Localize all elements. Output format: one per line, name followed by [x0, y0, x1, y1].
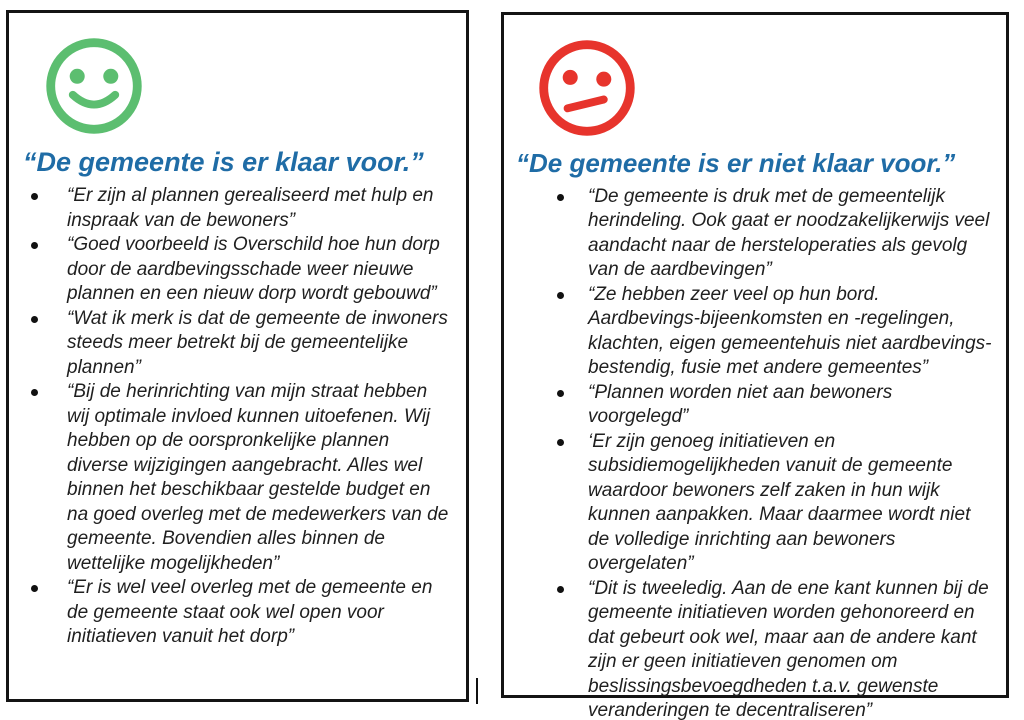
list-item: [23, 380, 454, 576]
smiley-skeptical-icon: [534, 35, 640, 141]
quote-text: ‘Er zijn genoeg initiatieven en subsidiemogelijkheden vanuit de gemeente waardoor bewoners zelf zaken in hun wijk kunnen aanpakken. Maar daarmee wordt niet de volledige inrichting aan bewoners overgelaten”: [588, 430, 971, 575]
list-item: [516, 283, 996, 381]
panel-ready: [6, 10, 469, 702]
left-eye: [563, 70, 578, 85]
bullet-dot: [31, 389, 38, 396]
bullet-dot: [557, 194, 564, 201]
table-cell-divider: [476, 678, 478, 704]
bullet-dot: [557, 390, 564, 397]
smiley-happy-icon: [41, 33, 147, 139]
smile-mouth: [73, 95, 115, 105]
quote-text: “De gemeente is druk met de gemeentelijk herindeling. Ook gaat er noodzakelijkerwijs veel aandacht naar de hersteloperaties als gevolg van de aardbevingen”: [588, 185, 990, 281]
quote-text: “Er zijn al plannen gerealiseerd met hulp en inspraak van de bewoners”: [67, 185, 434, 231]
list-item: [516, 381, 996, 430]
list-item: [516, 577, 996, 720]
bullet-dot: [31, 316, 38, 323]
quote-text: “Er is wel veel overleg met de gemeente en de gemeente staat ook wel open voor initiatieven vanuit het dorp”: [67, 577, 433, 648]
list-item: [23, 233, 454, 307]
quote-list: [23, 184, 454, 650]
quote-text: “Bij de herinrichting van mijn straat hebben wij optimale invloed kunnen uitoefenen. Wij hebben op de oorspronkelijke plannen diverse wijzigingen aangebracht. Alles wel binnen het beschikbaar gestelde budget en na goed overleg met de medewerkers van de gemeente. Bovendien alles binnen de wettelijke mogelijkheden”: [67, 381, 449, 574]
left-eye: [70, 69, 85, 84]
list-item: [23, 184, 454, 233]
panel-title-ready: “De gemeente is er klaar voor.”: [23, 147, 424, 177]
list-item: [516, 185, 996, 283]
bullet-dot: [31, 585, 38, 592]
panel-not-ready: [501, 12, 1009, 720]
panel-title-not-ready: “De gemeente is er niet klaar voor.”: [516, 148, 956, 178]
quote-text: “Dit is tweeledig. Aan de ene kant kunnen bij de gemeente initiatieven worden gehonoreerd en dat gebeurt ook wel, maar aan de andere kant zijn er geen initiatieven genomen om beslissingsbevoegdheden t.a.v. gewenste veranderingen te decentraliseren”: [588, 577, 989, 720]
right-eye: [596, 72, 611, 87]
bullet-dot: [557, 292, 564, 299]
bullet-dot: [31, 242, 38, 249]
list-item: [23, 307, 454, 381]
skeptical-mouth: [568, 99, 604, 108]
face-ring: [51, 43, 138, 130]
quote-text: “Wat ik merk is dat de gemeente de inwoners steeds meer betrekt bij de gemeentelijke plannen”: [67, 307, 448, 378]
bullet-dot: [557, 439, 564, 446]
right-eye: [103, 69, 118, 84]
list-item: [23, 576, 454, 650]
quote-text: “Goed voorbeeld is Overschild hoe hun dorp door de aardbevingsschade weer nieuwe plannen en een nieuw dorp wordt gebouwd”: [67, 234, 440, 305]
face-ring: [544, 45, 631, 132]
bullet-dot: [31, 193, 38, 200]
quote-text: “Ze hebben zeer veel op hun bord. Aardbevings-bijeenkomsten en -regelingen, klachten, eigen gemeentehuis niet aardbevings-bestendig, fusie met andere gemeentes”: [588, 283, 992, 379]
quote-list: [516, 185, 996, 720]
quote-text: “Plannen worden niet aan bewoners voorgelegd”: [588, 381, 893, 428]
bullet-dot: [557, 586, 564, 593]
list-item: [516, 430, 996, 577]
